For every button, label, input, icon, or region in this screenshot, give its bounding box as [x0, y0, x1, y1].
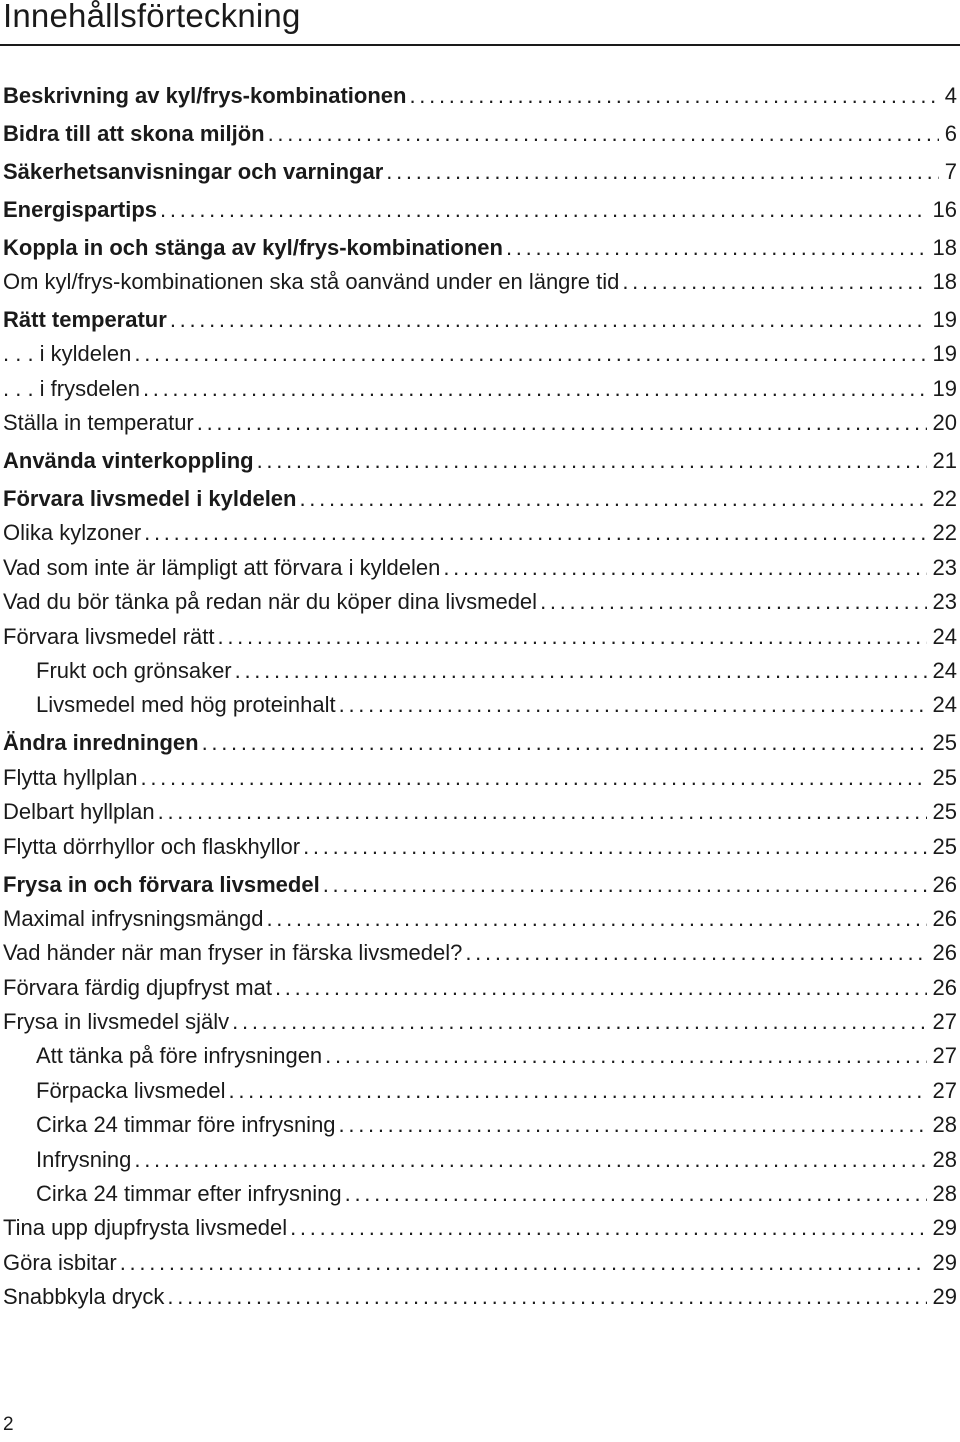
- dot-leader: [265, 121, 939, 147]
- table-of-contents: [0, 79, 957, 1319]
- dot-leader: [619, 269, 926, 295]
- dot-leader: [537, 589, 926, 615]
- toc-entry-label: Infrysning: [36, 1146, 132, 1172]
- toc-entry-label: Vad du bör tänka på redan när du köper dina livsmedel: [3, 589, 538, 615]
- toc-entry-page: 25: [932, 730, 957, 756]
- toc-entry-page: 26: [932, 940, 957, 966]
- toc-entry-label: Olika kylzoner: [3, 520, 142, 546]
- dot-leader: [226, 1078, 927, 1104]
- toc-entry-page: 19: [932, 306, 957, 332]
- toc-entry-page: 7: [944, 158, 957, 184]
- toc-entry-page: 29: [932, 1215, 957, 1241]
- toc-entry[interactable]: [0, 1043, 957, 1077]
- toc-entry[interactable]: [0, 799, 957, 833]
- dot-leader: [131, 1147, 926, 1173]
- dot-leader: [232, 658, 927, 684]
- toc-entry[interactable]: [0, 975, 957, 1009]
- toc-entry-page: 26: [932, 905, 957, 931]
- toc-entry-label: Flytta hyllplan: [3, 764, 138, 790]
- toc-entry-page: 22: [932, 486, 957, 512]
- toc-entry[interactable]: [0, 1181, 957, 1215]
- toc-entry[interactable]: [0, 1250, 957, 1284]
- toc-entry[interactable]: [0, 624, 957, 658]
- toc-entry[interactable]: [0, 589, 957, 623]
- toc-entry-page: 24: [932, 692, 957, 718]
- toc-entry[interactable]: [0, 658, 957, 692]
- toc-entry-label: Frukt och grönsaker: [36, 658, 232, 683]
- dot-leader: [254, 448, 927, 474]
- toc-entry[interactable]: [0, 834, 957, 868]
- toc-entry-label: Ställa in temperatur: [3, 410, 194, 436]
- toc-entry[interactable]: [0, 1078, 957, 1112]
- dot-leader: [155, 799, 927, 825]
- toc-entry-page: 25: [932, 764, 957, 790]
- toc-entry-page: 23: [932, 554, 957, 580]
- toc-entry-label: Använda vinterkoppling: [3, 448, 254, 474]
- page-title: Innehållsförteckning: [3, 0, 301, 34]
- toc-entry-page: 29: [932, 1249, 957, 1275]
- toc-entry[interactable]: [0, 730, 957, 764]
- toc-entry-page: 25: [932, 799, 957, 825]
- toc-entry[interactable]: [0, 906, 957, 940]
- toc-entry-page: 26: [932, 974, 957, 1000]
- toc-entry-label: Beskrivning av kyl/frys-kombinationen: [3, 82, 407, 108]
- dot-leader: [141, 520, 926, 546]
- toc-entry[interactable]: [0, 159, 957, 193]
- toc-entry-label: Vad som inte är lämpligt att förvara i kyldelen: [3, 554, 441, 580]
- dot-leader: [503, 235, 927, 261]
- toc-entry-label: Cirka 24 timmar före infrysning: [36, 1112, 336, 1138]
- dot-leader: [229, 1009, 926, 1035]
- toc-entry-label: Bidra till att skona miljön: [3, 120, 265, 146]
- dot-leader: [194, 410, 927, 436]
- toc-entry-page: 6: [944, 120, 957, 146]
- toc-entry-page: 18: [932, 234, 957, 260]
- toc-entry-label: Livsmedel med hög proteinhalt: [36, 692, 336, 718]
- toc-entry[interactable]: [0, 307, 957, 341]
- toc-entry-page: 21: [932, 448, 957, 474]
- toc-entry-label: Snabbkyla dryck: [3, 1284, 165, 1310]
- dot-leader: [406, 83, 938, 109]
- toc-entry-page: 25: [932, 833, 957, 859]
- toc-entry-label: Frysa in livsmedel själv: [3, 1009, 230, 1035]
- toc-entry-label: Maximal infrysningsmängd: [3, 905, 264, 931]
- toc-entry-page: 26: [932, 871, 957, 897]
- dot-leader: [215, 624, 927, 650]
- dot-leader: [117, 1250, 927, 1276]
- toc-entry-page: 27: [932, 1077, 957, 1103]
- toc-entry-label: . . . i frysdelen: [3, 375, 140, 401]
- dot-leader: [287, 1215, 926, 1241]
- toc-entry-page: 28: [932, 1181, 957, 1207]
- dot-leader: [462, 940, 926, 966]
- toc-entry[interactable]: [0, 410, 957, 444]
- page-number: 2: [3, 1414, 14, 1435]
- toc-entry[interactable]: [0, 1147, 957, 1181]
- toc-entry[interactable]: [0, 197, 957, 231]
- toc-entry[interactable]: [0, 1215, 957, 1249]
- title-rule: [0, 44, 960, 46]
- dot-leader: [272, 975, 927, 1001]
- toc-entry[interactable]: [0, 1284, 957, 1318]
- toc-entry[interactable]: [0, 486, 957, 520]
- toc-entry[interactable]: [0, 448, 957, 482]
- toc-entry-label: Göra isbitar: [3, 1249, 117, 1275]
- toc-entry-label: Förvara livsmedel i kyldelen: [3, 486, 297, 512]
- dot-leader: [157, 197, 926, 223]
- toc-entry-page: 29: [932, 1284, 957, 1310]
- dot-leader: [164, 1284, 926, 1310]
- toc-entry[interactable]: [0, 1009, 957, 1043]
- toc-entry-label: Flytta dörrhyllor och flaskhyllor: [3, 833, 301, 859]
- dot-leader: [296, 486, 926, 512]
- toc-entry-label: Vad händer när man fryser in färska livsmedel?: [3, 940, 463, 966]
- dot-leader: [336, 692, 927, 718]
- toc-entry[interactable]: [0, 121, 957, 155]
- toc-entry[interactable]: [0, 269, 957, 303]
- toc-entry-label: Cirka 24 timmar efter infrysning: [36, 1181, 342, 1207]
- dot-leader: [336, 1112, 927, 1138]
- dot-leader: [131, 341, 926, 367]
- toc-entry-page: 19: [932, 341, 957, 367]
- toc-entry-label: Koppla in och stänga av kyl/frys-kombinationen: [3, 234, 503, 260]
- toc-entry-page: 4: [944, 82, 957, 108]
- toc-entry-page: 22: [932, 520, 957, 546]
- toc-entry-label: Rätt temperatur: [3, 306, 167, 332]
- toc-entry[interactable]: [0, 235, 957, 269]
- dot-leader: [300, 834, 926, 860]
- toc-entry-page: 20: [932, 410, 957, 436]
- toc-entry-label: Säkerhetsanvisningar och varningar: [3, 158, 384, 184]
- toc-entry-page: 28: [932, 1146, 957, 1172]
- toc-entry-page: 27: [932, 1009, 957, 1035]
- toc-entry-label: Frysa in och förvara livsmedel: [3, 871, 320, 897]
- toc-entry-page: 24: [932, 623, 957, 649]
- toc-entry[interactable]: [0, 692, 957, 726]
- toc-entry[interactable]: [0, 872, 957, 906]
- toc-entry-label: Delbart hyllplan: [3, 799, 155, 825]
- dot-leader: [320, 872, 927, 898]
- toc-entry[interactable]: [0, 555, 957, 589]
- toc-entry-label: Att tänka på före infrysningen: [36, 1043, 323, 1069]
- toc-entry-page: 16: [932, 196, 957, 222]
- toc-entry[interactable]: [0, 376, 957, 410]
- toc-entry-page: 23: [932, 589, 957, 615]
- toc-entry-label: Tina upp djupfrysta livsmedel: [3, 1215, 288, 1241]
- toc-entry[interactable]: [0, 341, 957, 375]
- toc-entry-page: 28: [932, 1112, 957, 1138]
- toc-entry[interactable]: [0, 1112, 957, 1146]
- dot-leader: [440, 555, 926, 581]
- toc-entry[interactable]: [0, 83, 957, 117]
- dot-leader: [140, 376, 927, 402]
- dot-leader: [138, 765, 927, 791]
- dot-leader: [199, 730, 927, 756]
- toc-entry-page: 18: [932, 268, 957, 294]
- dot-leader: [342, 1181, 927, 1207]
- dot-leader: [322, 1043, 926, 1069]
- toc-entry-page: 19: [932, 375, 957, 401]
- toc-entry[interactable]: [0, 765, 957, 799]
- dot-leader: [167, 307, 927, 333]
- dot-leader: [383, 159, 938, 185]
- dot-leader: [263, 906, 926, 932]
- toc-entry[interactable]: [0, 940, 957, 974]
- toc-entry-label: Ändra inredningen: [3, 730, 199, 756]
- toc-entry-label: . . . i kyldelen: [3, 341, 132, 367]
- toc-entry-label: Förvara färdig djupfryst mat: [3, 974, 272, 1000]
- toc-entry-page: 24: [932, 658, 957, 683]
- toc-entry-label: Om kyl/frys-kombinationen ska stå oanvänd under en längre tid: [3, 268, 620, 294]
- toc-entry-label: Energispartips: [3, 196, 158, 222]
- toc-entry[interactable]: [0, 520, 957, 554]
- toc-entry-page: 27: [932, 1043, 957, 1069]
- toc-entry-label: Förpacka livsmedel: [36, 1077, 226, 1103]
- toc-entry-label: Förvara livsmedel rätt: [3, 623, 215, 649]
